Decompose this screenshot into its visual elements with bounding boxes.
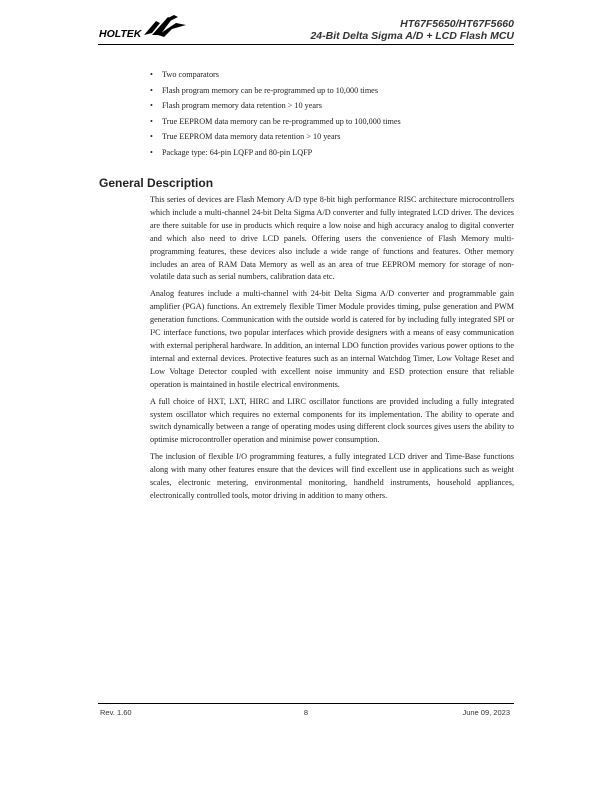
bullet-icon: • <box>150 116 153 126</box>
document-subtitle: 24-Bit Delta Sigma A/D + LCD Flash MCU <box>310 30 514 42</box>
logo-wordmark: HOLTEK <box>99 28 142 40</box>
list-item: • Flash program memory can be re-programmed up to 10,000 times <box>150 83 514 99</box>
feature-list <box>150 67 514 160</box>
list-item: • Package type: 64-pin LQFP and 80-pin LQFP <box>150 145 514 161</box>
document-header <box>310 18 514 42</box>
page-footer <box>98 708 514 720</box>
list-item: • Flash program memory data retention > 10 years <box>150 98 514 114</box>
paragraph: A full choice of HXT, LXT, HIRC and LIRC oscillator functions are provided including a fully integrated system oscillator which requires no external components for its implementation. The ability to operate and switch dynamically between a range of operating modes using different clock sources gives users the ability to optimise microcontroller operation and minimise power consumption. <box>150 396 514 445</box>
paragraph: This series of devices are Flash Memory A/D type 8-bit high performance RISC architecture microcontrollers which include a multi-channel 24-bit Delta Sigma A/D converter and fully integrated LCD driver. The devices are there suitable for use in products which require a low noise and high accuracy analog to digital converter and which also need to drive LCD panels. Offering users the convenience of Flash Memory multi-programming features, these devices also include a wide range of functions and features. Other memory includes an area of RAM Data Memory as well as an area of true EEPROM memory for storage of non-volatile data such as serial numbers, calibration data etc. <box>150 195 514 282</box>
bullet-icon: • <box>150 132 153 141</box>
publish-date: June 09, 2023 <box>462 708 510 717</box>
paragraph: The inclusion of flexible I/O programming features, a fully integrated LCD driver and Time-Base functions along with many other features ensure that the devices will find excellent use in applications such as weight scales, electronic metering, environmental monitoring, handheld instruments, household appliances, electronically controlled tools, motor driving in addition to many others. <box>150 452 514 500</box>
bullet-icon: • <box>150 101 153 110</box>
holtek-logo <box>98 13 190 45</box>
bullet-icon: • <box>150 70 153 79</box>
page-number: 8 <box>303 708 309 717</box>
section-heading: General Description <box>99 176 214 190</box>
list-item: • Two comparators <box>150 67 514 83</box>
revision-label: Rev. 1.60 <box>100 708 132 717</box>
header-divider <box>98 44 514 45</box>
list-item: • True EEPROM data memory can be re-programmed up to 100,000 times <box>150 114 514 130</box>
general-description <box>150 194 514 507</box>
paragraph: Analog features include a multi-channel with 24-bit Delta Sigma A/D converter and programmable gain amplifier (PGA) functions. An extremely flexible Timer Module provides timing, pulse generation and PWM generation functions. Communication with the outside world is catered for by including fully integrated SPI or I²C interface functions, two popular interfaces which provide designers with a means of easy communication with external peripheral hardware. In addition, an internal LDO function provides various power options to the internal and external devices. Protective features such as an internal Watchdog Timer, Low Voltage Reset and Low Voltage Detector coupled with excellent noise immunity and ESD protection ensure that reliable operation is maintained in hostile electrical environments. <box>150 289 514 389</box>
bullet-icon: • <box>150 85 153 95</box>
footer-divider <box>98 703 514 704</box>
bullet-icon: • <box>150 147 153 157</box>
list-item: • True EEPROM data memory data retention > 10 years <box>150 129 514 145</box>
part-numbers: HT67F5650/HT67F5660 <box>400 18 514 30</box>
